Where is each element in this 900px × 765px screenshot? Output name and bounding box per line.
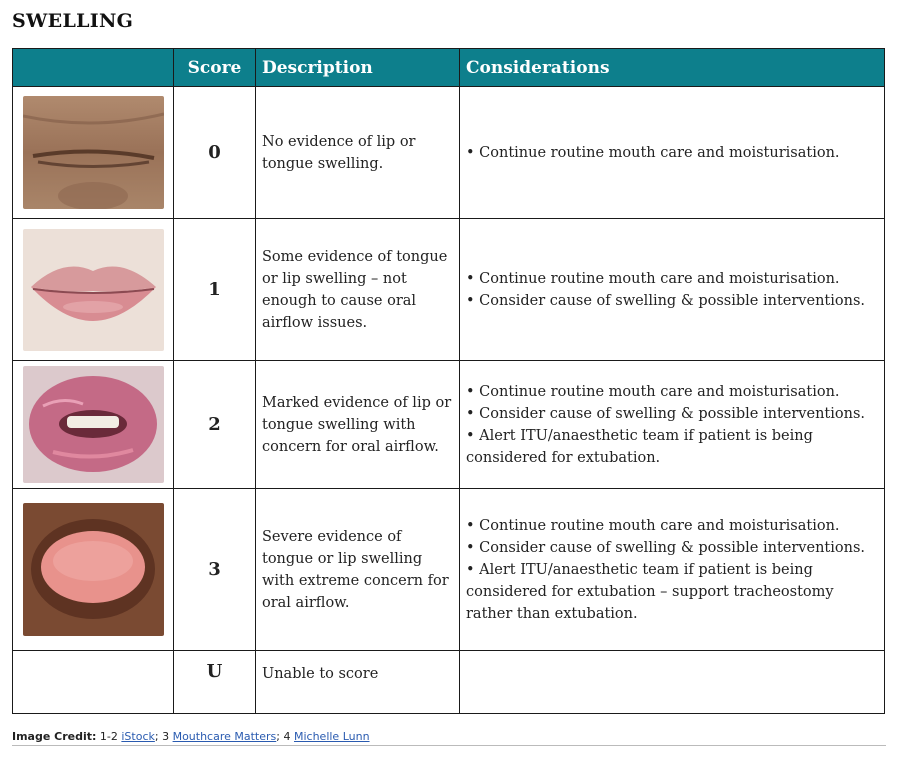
swelling-score-table (12, 48, 885, 714)
michelle-lunn-link[interactable]: Michelle Lunn (293, 730, 370, 743)
image-cell (13, 219, 174, 361)
consideration-item: • Alert ITU/anaesthetic team if patient is being considered for extubation – support tracheostomy rather than extubation. (466, 561, 834, 622)
table-row (13, 361, 885, 489)
inflamed-lips-photo (23, 366, 164, 483)
consideration-item: • Consider cause of swelling & possible interventions. (466, 539, 865, 556)
footer-divider (12, 745, 886, 746)
considerations-cell (460, 489, 885, 651)
consideration-item: • Alert ITU/anaesthetic team if patient is being considered for extubation. (466, 427, 813, 466)
table-header-row (13, 49, 885, 87)
page-title: SWELLING (12, 10, 134, 32)
closed-lips-photo (23, 96, 164, 209)
image-credit (12, 730, 370, 743)
swollen-tongue-photo (23, 503, 164, 636)
image-cell (13, 87, 174, 219)
considerations-cell (460, 87, 885, 219)
consideration-item: • Continue routine mouth care and moisturisation. (466, 270, 840, 287)
considerations-cell (460, 361, 885, 489)
score-cell: 3 (174, 489, 256, 651)
istock-link[interactable]: iStock (121, 730, 155, 743)
credit-text: ; 4 (276, 730, 291, 743)
swollen-lips-photo (23, 229, 164, 351)
description-cell: Some evidence of tongue or lip swelling – not enough to cause oral airflow issues. (256, 219, 460, 361)
description-cell: Unable to score (256, 651, 460, 714)
consideration-item: • Continue routine mouth care and moisturisation. (466, 517, 840, 534)
considerations-cell (460, 219, 885, 361)
score-cell: 2 (174, 361, 256, 489)
score-cell: 0 (174, 87, 256, 219)
description-cell: Marked evidence of lip or tongue swelling with concern for oral airflow. (256, 361, 460, 489)
table-row (13, 219, 885, 361)
image-cell (13, 361, 174, 489)
description-column-header: Description (256, 49, 460, 87)
credit-text: ; 3 (154, 730, 170, 743)
mouthcare-matters-link[interactable]: Mouthcare Matters (172, 730, 277, 743)
image-cell (13, 489, 174, 651)
score-column-header: Score (174, 49, 256, 87)
consideration-item: • Consider cause of swelling & possible interventions. (466, 405, 865, 422)
image-column-header (13, 49, 174, 87)
table-row (13, 489, 885, 651)
table-row (13, 87, 885, 219)
considerations-cell (460, 651, 885, 714)
credit-text: 1-2 (99, 730, 118, 743)
consideration-item: • Continue routine mouth care and moisturisation. (466, 144, 840, 161)
description-cell: No evidence of lip or tongue swelling. (256, 87, 460, 219)
table-row (13, 651, 885, 714)
image-cell (13, 651, 174, 714)
consideration-item: • Continue routine mouth care and moisturisation. (466, 383, 840, 400)
consideration-item: • Consider cause of swelling & possible interventions. (466, 292, 865, 309)
score-cell: U (174, 651, 256, 714)
image-credit-label: Image Credit: (12, 730, 97, 743)
considerations-column-header: Considerations (460, 49, 885, 87)
description-cell: Severe evidence of tongue or lip swelling with extreme concern for oral airflow. (256, 489, 460, 651)
score-cell: 1 (174, 219, 256, 361)
